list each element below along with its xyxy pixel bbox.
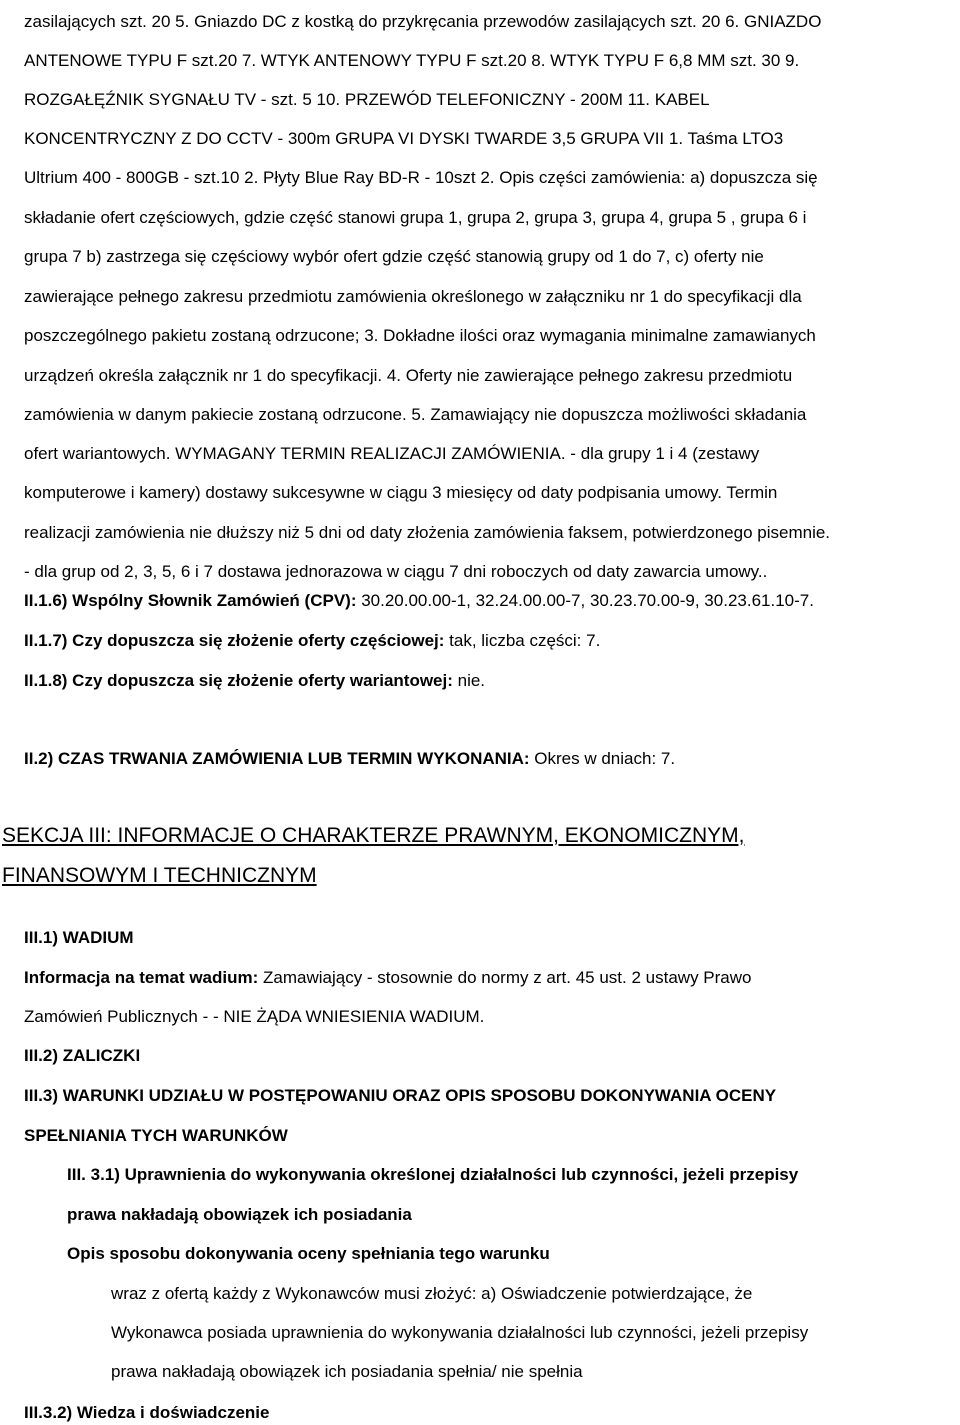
cpv-label: II.1.6) Wspólny Słownik Zamówień (CPV):: [24, 591, 357, 610]
zaliczki-heading: [24, 1044, 140, 1068]
duration-line: [24, 747, 675, 771]
wadium-info-label: Informacja na temat wadium:: [24, 968, 259, 987]
duration-label: II.2) CZAS TRWANIA ZAMÓWIENIA LUB TERMIN WYKONANIA:: [24, 749, 530, 768]
intro-line: zasilających szt. 20 5. Gniazdo DC z kostką do przykręcania przewodów zasilających szt. 20 6. GNIAZDO: [24, 12, 822, 31]
subsection-3-1-line2: [67, 1203, 412, 1227]
opis-line-2: Wykonawca posiada uprawnienia do wykonywania działalności lub czynności, jeżeli przepisy: [111, 1323, 809, 1342]
partial-offer-label: II.1.7) Czy dopuszcza się złożenie oferty częściowej:: [24, 631, 445, 650]
variant-offer-line: [24, 669, 485, 693]
partial-offer-value: tak, liczba części: 7.: [444, 631, 601, 650]
duration-value: Okres w dniach: 7.: [529, 749, 676, 768]
intro-line: komputerowe i kamery) dostawy sukcesywne w ciągu 3 miesięcy od daty podpisania umowy. Termin: [24, 483, 778, 502]
intro-line: ANTENOWE TYPU F szt.20 7. WTYK ANTENOWY TYPU F szt.20 8. WTYK TYPU F 6,8 MM szt. 30 9.: [24, 51, 800, 70]
intro-line: urządzeń określa załącznik nr 1 do specyfikacji. 4. Oferty nie zawierające pełnego zakresu przedmiotu: [24, 366, 793, 385]
zaliczki-heading-text: III.2) ZALICZKI: [24, 1046, 141, 1065]
variant-offer-label: II.1.8) Czy dopuszcza się złożenie oferty wariantowej:: [24, 671, 453, 690]
subsection-3-1-line1: [67, 1163, 798, 1187]
intro-line: ofert wariantowych. WYMAGANY TERMIN REALIZACJI ZAMÓWIENIA. - dla grupy 1 i 4 (zestawy: [24, 444, 760, 463]
warunki-heading-line1: [24, 1084, 776, 1108]
partial-offer-line: [24, 629, 600, 653]
intro-line: zamówienia w danym pakiecie zostaną odrzucone. 5. Zamawiający nie dopuszcza możliwości składania: [24, 405, 807, 424]
section-3-title-line1: SEKCJA III: INFORMACJE O CHARAKTERZE PRAWNYM, EKONOMICZNYM,: [2, 824, 745, 847]
wadium-heading: [24, 926, 134, 950]
intro-line: KONCENTRYCZNY Z DO CCTV - 300m GRUPA VI DYSKI TWARDE 3,5 GRUPA VII 1. Taśma LTO3: [24, 129, 784, 148]
opis-heading: [67, 1242, 550, 1266]
opis-line-1: wraz z ofertą każdy z Wykonawców musi złożyć: a) Oświadczenie potwierdzające, że: [111, 1284, 753, 1303]
subsection-3-2-text: III.3.2) Wiedza i doświadczenie: [24, 1403, 270, 1422]
opis-heading-text: Opis sposobu dokonywania oceny spełniania tego warunku: [67, 1244, 550, 1263]
intro-line: grupa 7 b) zastrzega się częściowy wybór ofert gdzie część stanowią grupy od 1 do 7, c) oferty nie: [24, 247, 764, 266]
cpv-value: 30.20.00.00-1, 32.24.00.00-7, 30.23.70.00-9, 30.23.61.10-7.: [356, 591, 814, 610]
warunki-heading-text2: SPEŁNIANIA TYCH WARUNKÓW: [24, 1126, 288, 1145]
subsection-3-2: [24, 1401, 269, 1425]
subsection-3-1-text2: prawa nakładają obowiązek ich posiadania: [67, 1205, 412, 1224]
wadium-info-text: Zamawiający - stosownie do normy z art. 45 ust. 2 ustawy Prawo: [258, 968, 752, 987]
intro-line: Ultrium 400 - 800GB - szt.10 2. Płyty Blue Ray BD-R - 10szt 2. Opis części zamówienia: a) dopuszcza się: [24, 168, 818, 187]
subsection-3-1-text1: III. 3.1) Uprawnienia do wykonywania określonej działalności lub czynności, jeżeli przepisy: [67, 1165, 799, 1184]
intro-line: ROZGAŁĘŹNIK SYGNAŁU TV - szt. 5 10. PRZEWÓD TELEFONICZNY - 200M 11. KABEL: [24, 90, 710, 109]
cpv-line: [24, 589, 814, 613]
warunki-heading-line2: [24, 1124, 288, 1148]
intro-line: realizacji zamówienia nie dłuższy niż 5 dni od daty złożenia zamówienia faksem, potwierdzonego pisemnie.: [24, 523, 831, 542]
intro-line: zawierające pełnego zakresu przedmiotu zamówienia określonego w załączniku nr 1 do specyfikacji dla: [24, 287, 802, 306]
intro-line: składanie ofert częściowych, gdzie część stanowi grupa 1, grupa 2, grupa 3, grupa 4, grupa 5 , grupa 6 i: [24, 208, 807, 227]
section-3-title-line2: FINANSOWYM I TECHNICZNYM: [2, 864, 317, 887]
wadium-heading-text: III.1) WADIUM: [24, 928, 134, 947]
warunki-heading-text1: III.3) WARUNKI UDZIAŁU W POSTĘPOWANIU ORAZ OPIS SPOSOBU DOKONYWANIA OCENY: [24, 1086, 777, 1105]
opis-line-3: prawa nakładają obowiązek ich posiadania spełnia/ nie spełnia: [111, 1362, 583, 1381]
wadium-info-line2: Zamówień Publicznych - - NIE ŻĄDA WNIESIENIA WADIUM.: [24, 1007, 485, 1026]
wadium-info-line1: [24, 966, 751, 990]
variant-offer-value: nie.: [452, 671, 486, 690]
intro-line: - dla grup od 2, 3, 5, 6 i 7 dostawa jednorazowa w ciągu 7 dni roboczych od daty zawarcia umowy..: [24, 562, 768, 581]
intro-line: poszczególnego pakietu zostaną odrzucone; 3. Dokładne ilości oraz wymagania minimalne zamawianych: [24, 326, 816, 345]
